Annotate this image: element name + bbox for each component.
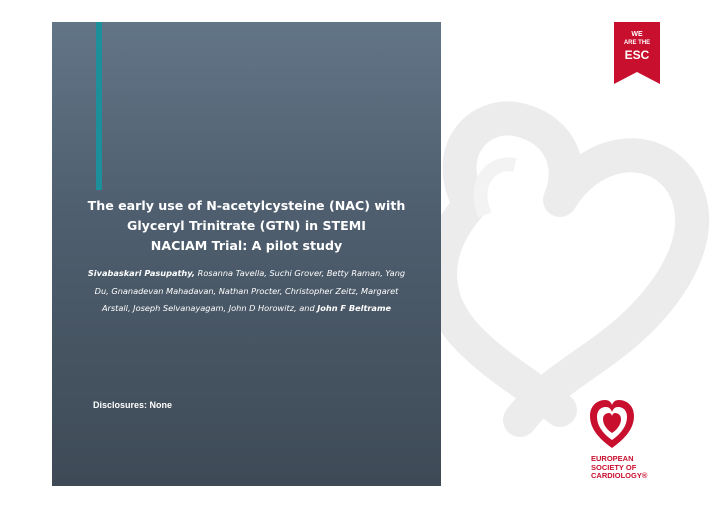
title-line-3: NACIAM Trial: A pilot study: [150, 238, 343, 253]
slide-title: [52, 196, 441, 256]
accent-bar: [96, 22, 102, 190]
esc-heart-logo-icon: [588, 398, 636, 450]
society-line-2: SOCIETY OF: [591, 462, 637, 472]
society-name: [591, 455, 647, 481]
authors-line-1-rest: Rosanna Tavella, Suchi Grover, Betty Raman, Yang: [195, 268, 406, 278]
authors-line-3-pre: Arstall, Joseph Selvanayagam, John D Horowitz, and: [101, 303, 318, 313]
authors-line-2: Du, Gnanadevan Mahadavan, Nathan Procter, Christopher Zeitz, Margaret: [94, 285, 399, 296]
society-line-1: EUROPEAN: [591, 454, 634, 463]
badge-line-3: ESC: [624, 48, 650, 62]
disclosures-text: Disclosures: None: [93, 400, 173, 410]
title-line-1: The early use of N-acetylcysteine (NAC) with: [87, 198, 406, 213]
badge-line-2: ARE THE: [623, 40, 651, 46]
author-list: [56, 265, 437, 318]
badge-line-1: WE: [631, 31, 643, 38]
authors-line-1: [56, 265, 437, 283]
authors-line-3: [56, 300, 437, 318]
title-line-2: Glyceryl Trinitrate (GTN) in STEMI: [127, 218, 366, 233]
society-line-3: CARDIOLOGY®: [591, 471, 648, 480]
lead-author: Sivabaskari Pasupathy,: [87, 268, 196, 278]
last-author: John F Beltrame: [317, 303, 392, 313]
